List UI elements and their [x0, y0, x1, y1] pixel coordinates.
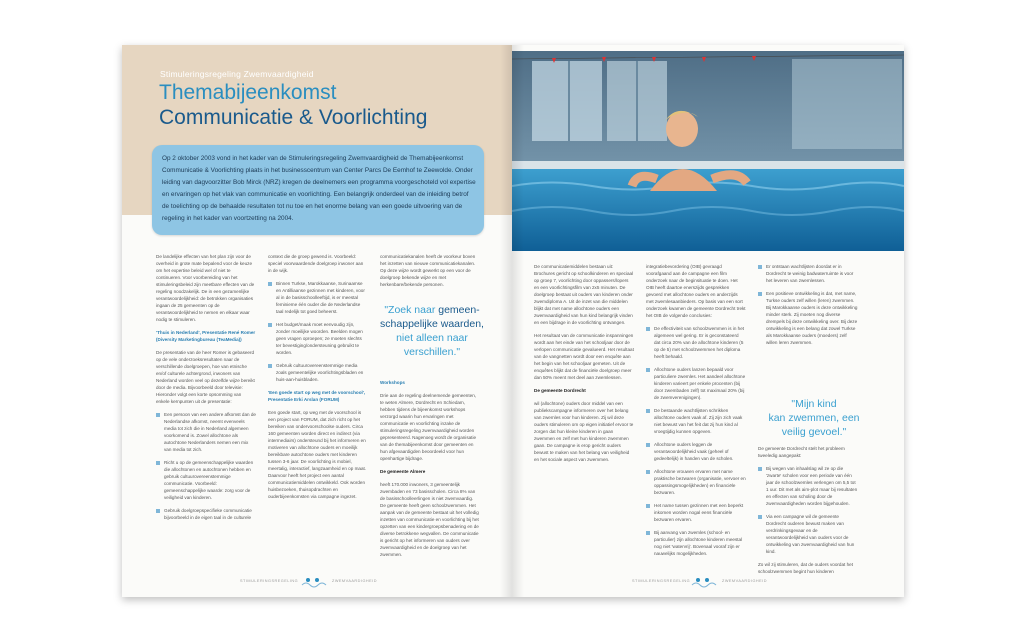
bullet-item: Het name tussen gezinnen met een beperkt inkomen worden nogal eens financiële bezwaren ervaren.	[646, 502, 746, 523]
swimmer-logo-icon	[690, 576, 716, 588]
intro-box	[152, 145, 484, 235]
subheading: 'Thuis in Nederland', Presentatie René Romer (Diversity Marketingbureau (TeaMedia))	[156, 330, 256, 342]
quote-part: schappelijke waarden,	[380, 318, 484, 330]
bullet-item: Bij aanvang van zwemles (school- en particulier) zijn allochtone kinderen meestal nog niet 'watervrij'. Bovenaal vooraf zijn er nauwelijks mogelijkheden.	[646, 529, 746, 557]
paragraph: De communicatiemiddelen bestaan uit: Brochures gericht op schoolkinderen en speciaal op groep 7, voorlichting door oppassers/lopers en een voorlichtingsfilm van 2x5 minuten. De doelgroep bestaat uit ouders van kinderen onder zwemdiploma A. Uit de inzet van die middelen blijkt dat met name allochtone ouders een zwemvaardigheid van hun kind belangrijk vinden en een bijdrage in de voorlichting ontvangen.	[534, 264, 634, 325]
paragraph: wil (allochtone) ouders door middel van een publiekscampagne informeren over het belang van zwemles voor hun kinderen. Zij wil deze ouders stimuleren om op eigen initiatief ervoor te zorgen dat hun kleine kinderen in gaan zwemmen en zelf met hun kinderen zwemmen gaan. De campagne is erop gericht ouders bewust te maken van het belang van veiligheid en het sociale aspect van zwemmen.	[534, 401, 634, 462]
quote-part: "Mijn kind	[791, 398, 837, 410]
left-column-3	[380, 375, 480, 555]
bullet-item: Via een campagne wil de gemeente Dordrecht ouderen bewust maken van verdrinkingsgevaar en de verantwoordelijkheid van ouders voor de ontwikkeling van zwemvaardigheid van hun kind.	[758, 513, 858, 555]
bullet-item: Gebruik cultuurovereenstemmige media zoals gemeentelijke voorlichtingsbladen en huis-aan-huisbladen.	[268, 362, 368, 383]
swimmer-logo-icon	[300, 576, 326, 588]
quote-part: kan zwemmen, een	[768, 412, 860, 424]
bullet-item: Een positieve ontwikkeling is dat, met name, Turkse ouders zelf willen (leren) zwemmen. Bij Marokkaanse ouders is deze ontwikkeling minder sterk. Zij moeten nog diverse drempels bij deze ontwikkeling over. Bij deze ontwikkeling is een belang dat zowel Turkse als Marokkaanse ouders (moeders) zelf willen leren zwemmen.	[758, 290, 858, 346]
paragraph: Zo wil zij stimuleren, dat de ouders voordat het schoolzwemmen begint hun kinderen	[758, 562, 853, 574]
quote-part: "Zoek naar	[384, 304, 439, 316]
right-column-1	[534, 263, 634, 563]
bullet-item: De bestaande wachtlijsten schrikken allochtone ouders vaak af. Zij zijn zich vaak niet bewust van het feit dat zij hun kind al vroegtijdig kunnen opgeven.	[646, 407, 746, 435]
subheading: Workshops	[380, 380, 405, 385]
quote-part: verschillen."	[403, 346, 461, 358]
bullet-item: Er ontstaan wachtlijsten doordat er in Dordrecht te weinig badwaterruimte is voor het leveren van zwemlessen.	[758, 263, 858, 284]
magazine-spread	[122, 45, 904, 597]
intro-text: Op 2 oktober 2003 vond in het kader van de Stimuleringsregeling Zwemvaardigheid de Themabijeenkomst Communicatie & Voorlichting plaats in het businesscentrum van Center Parcs De Eemhof te Zeewolde. Onder leiding van dagvoorzitter Bob Mirck (NRZ) kregen de deelnemers een programma voorgeschoteld vol expertise en ervaringen op het vlak van communicatie en voorlichting. Een belangrijk onderdeel van de inleiding betrof de toelichting op de behaalde resultaten tot nu toe en het enorme belang van een goede uitvoering van de regeling in het kader van voortzetting na 2004.	[162, 155, 476, 222]
pull-quote-right	[758, 397, 870, 439]
bullet-item: Allochtone ouders lanzen bepaald voor particuliere zwemles. Het aandeel allochtone kinderen varieert per enkele procenten (bij door zwembaden zelf) tot maximaal 20% (bij de zwemverenigingen).	[646, 366, 746, 401]
paragraph: Het resultaat van de communicatie inspanningen wordt aan het einde van het schooljaar door de verlopen communicatie gevalueerd. Het resultaat van de vangnetten wordt door een enquête aan het begin van het schooljaar gemeten. Uit de enquêtes blijkt dat de financiële doelgroep meer dan 50% meent met deel aan zwemlessen.	[534, 333, 634, 380]
pool-photo-icon	[512, 51, 904, 251]
bullet-item: Een persoon van een andere afkomst dan de Nederlandse afkomst, neemt evenveels media tot zich die in Nederland algemeen voorkomend is. Zowel allochtone als autochtone Nederlanders nemen een mix van media tot zich.	[156, 411, 256, 453]
bullet-item: Gebruik doelgroepspecifieke communicatie bijvoorbeeld in de eigen taal in de culturele	[156, 507, 256, 521]
right-column-2	[646, 263, 746, 563]
quote-part: gemeen-	[438, 304, 480, 316]
subheading: De gemeente Almere	[380, 469, 426, 474]
footer-right-text: ZWEMVAARDIGHEID	[332, 579, 377, 583]
left-column-3-top	[380, 253, 480, 293]
paragraph: context die de groep gewend is. Voorbeeld: speciel voorwaardende doelgroep inwoner aan in de wijk.	[268, 254, 364, 273]
bullet-item: Allochtone vrouwen ervaren met name praktische bezwaren (organisatie, vervoer en oppassingsmogelijkheden) en financiële bezwaren.	[646, 468, 746, 496]
paragraph: Een goede start, op weg met de voorschool is een project van FORUM, dat zich richt op het bereiken van ondervoorschoolse ouders. Circa 160 gemeenten worden direct en indirect (via intermediairs) ondersteund bij het informeren en motiveren van allochtone ouders en moeilijk bereikbare autochtone ouders met kinderen tussen 3-6 jaar. De voorlichting is mobiel, meertalig, interactief, langzaamheid en op maat. Daarvoor heeft het project een aantal communicatiemiddelen ontwikkeld. Ook worden huisbezoeken, thuisopdrachten en ouderbijeenkomsten via campagne ingezet.	[268, 410, 367, 499]
paragraph: De presentatie van de heer Romer is gebaseerd op de vele onderzoeksresultaten naar de verschillende doelgroepen, hoe van etnische en/of culturele achtergrond, inwoners van Nederland worden veel op dezelfde wijze bereikt door de media. Bijvoorbeeld door televisie: Hieronder volgt een korte opsomming van enkele kernpunten uit de presentatie:	[156, 350, 255, 404]
subheading: 'Een goede start op weg met de voorschool', Presentatie Erki Arslan (FORUM)	[268, 390, 366, 402]
bullet-item: De effectiviteit van schoolzwemmen is in het algemeen wel gering. Er is geconstateerd dat circa 20% van de allochtone kinderen (5 op de 5) met schoolzwemmen het diploma heeft behaald.	[646, 325, 746, 360]
bullet-item: Richt u op de gemeenschappelijke waarden die allochtonen en autochtonen hebben en gebruik cultuurovereenstemmige communicatie. Voorbeeld: gemeenschappelijke waarde: zorg voor de veiligheid van kinderen.	[156, 459, 256, 501]
bullet-item: Binnen Turkse, Marokkaanse, Surinaamse en Antilliaanse gezinnen met kinderen, voor al in de basisschoolleeftijd, is er meestal feminieme één ouder die de Nederlandse taal redelijk tot goed beheerst.	[268, 280, 368, 315]
bullet-item: Het budget/maak moet eenvoudig zijn, zonder moeilijke woorden. Beelden mogen geen vragen oproepen; ze moeten slechts ter bevestiging/ondersteuning gebruikt te worden.	[268, 321, 368, 356]
right-column-3-top	[758, 263, 858, 383]
section-kicker: Stimuleringsregeling Zwemvaardigheid	[160, 69, 314, 79]
paragraph: De landelijke effecten van het plan zijn voor de overheid in grote mate bepalend voor de keuze om het expertise beleid wel of niet te continueren. Voor voorbereiding van het stimuleringsbeleid zijn meetbare effecten van de regeling noodzakelijk. De in een gezamenlijke verantwoordelijkheid: de betrokken organisaties ingaan de 25 gemeenten op de verantwoordelijkheid te nemen en elkaar waar nodig te stimuleren.	[156, 254, 255, 322]
footer-left-text: STIMULERINGSREGELING	[632, 579, 691, 583]
page-title-line1: Themabijeenkomst	[159, 81, 337, 104]
left-column-2	[268, 253, 368, 553]
paragraph: heeft 170.000 inwoners, 3 gemeentelijk zwembaden en 73 basisscholen. Circa 8% van de basisschoolleerlingen is niet zwemvaardig. De gemeente heeft geen schoolzwemmen. Het aanpak van de gemeente bestaat uit het volledig inzetten van communicatie en voorlichting bij het opzetten van een kindergroepsbenadering en de diverse betrokkene wegvallen. De communicatie is gericht op het informeren van ouders over zwemvaardigheid en de doelgroep van het zwemmen.	[380, 482, 479, 557]
bullet-item: Allochtone ouders leggen de verantwoordelijkheid vaak (geheel of gedeeltelijk) in handen van de scholen.	[646, 441, 746, 462]
left-column-1	[156, 253, 256, 553]
right-column-3	[758, 445, 858, 574]
right-page	[512, 45, 904, 597]
pull-quote-left	[377, 303, 487, 359]
paragraph: Drie aan de regeling deelnemende gemeenten, te weten Almere, Dordrecht en Schiedam, hebben tijdens de bijeenkomst workshops verzorgd waarin hun ervaringen met communicatie en voorlichting inzake de stimuleringsregeling zwemvaardigheid worden gepresenteerd. Nagenoeg wordt de organisatie van de themabijeenkomst door gemeenten en hun afgevaardigden beoordeeld voor hun openhartige bijdrage.	[380, 393, 477, 461]
paragraph: integratiebevordering (OIB) gevraagd voorafgaand aan de campagne een film onderzoek naar de beginsituatie te doen. Het OIB heeft daartoe enerszijds gesprekken gevoerd met allochtone ouders en anderzijds met zwemlesaanbieders. Op basis van een sort onderzoek kwamen de gemeente Dordrecht trekt het OIB de volgende conclusies:	[646, 264, 746, 318]
bullet-item: Bij wegen van inhaalslag wil ze op die 'zwarte' scholen voor een periode van één jaar de schoolzwemles verlengen om 5,5 tot 1 uur. Dit met als aim-plot maar bij resultaten en effecten van scholing door de zwemvaardigheden worden bijgehouden.	[758, 465, 858, 507]
paragraph: De gemeente Dordrecht stelt het probleem tweeledig aangepakt:	[758, 446, 845, 458]
left-page	[122, 45, 512, 597]
page-title-line2: Communicatie & Voorlichting	[159, 106, 428, 129]
quote-part: veilig gevoel."	[781, 426, 847, 438]
footer-right-text: ZWEMVAARDIGHEID	[722, 579, 767, 583]
quote-part: niet alleen naar	[396, 332, 468, 344]
subheading: De gemeente Dordrecht	[534, 388, 586, 393]
footer-left-text: STIMULERINGSREGELING	[240, 579, 299, 583]
paragraph: communicatiekanalen heeft de voorkeur boven het inzetten van nieuwe communicatiekanalen. Op deze wijze wordt gewerkt op een voor de doelgroep bekende wijze en met herkenbare/bekende personen.	[380, 254, 476, 287]
